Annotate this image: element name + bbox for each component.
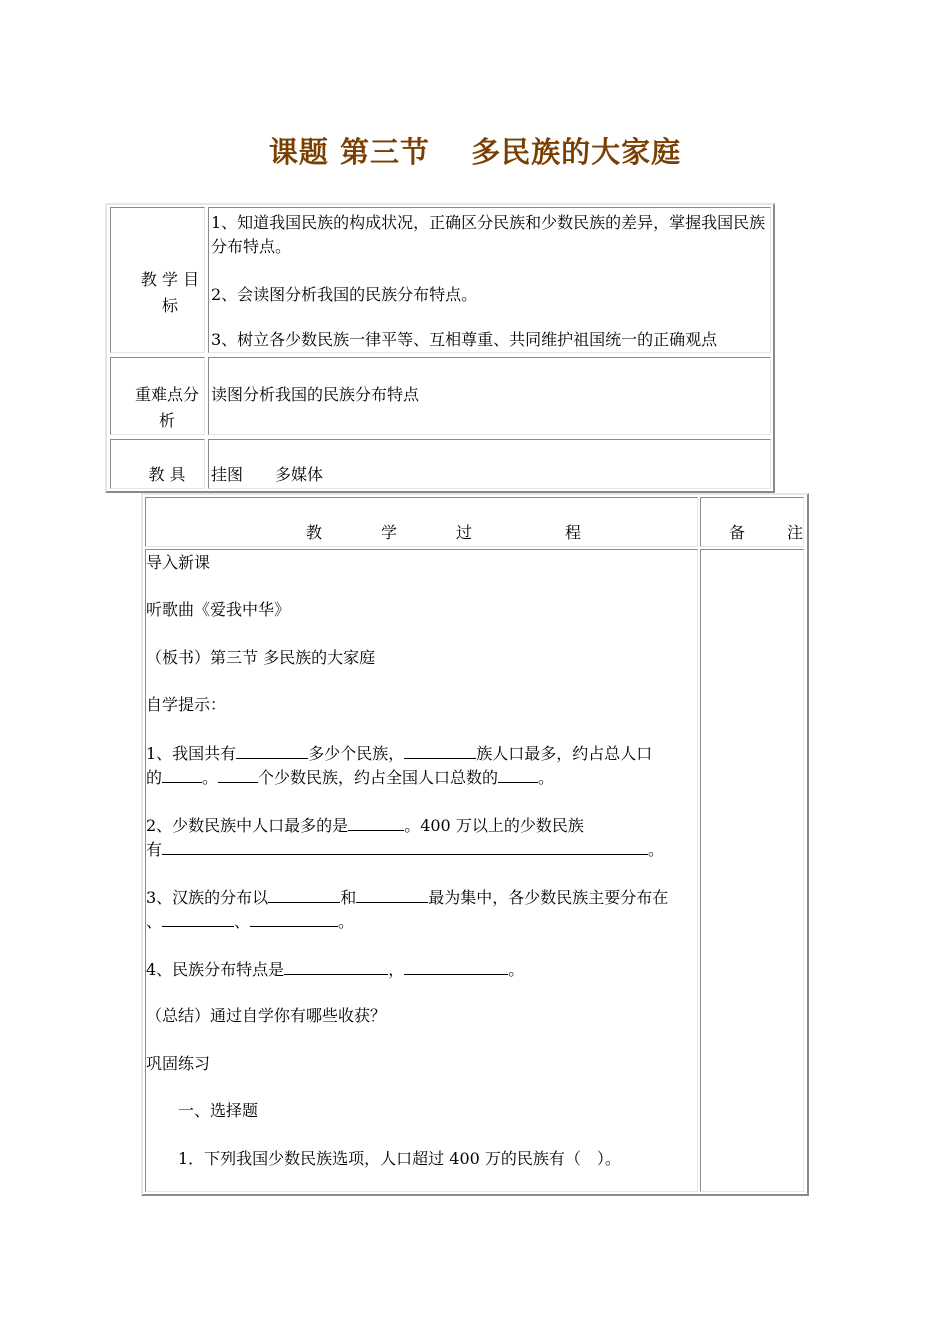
blank bbox=[404, 956, 508, 975]
question-4: 4、民族分布特点是 ， 。 bbox=[146, 956, 524, 983]
question-2-line-2: 有 。 bbox=[146, 836, 664, 863]
key-label: 重难点分 析 bbox=[134, 385, 199, 430]
question-2-line-1: 2、少数民族中人口最多的是 。400 万以上的少数民族 bbox=[146, 812, 584, 839]
practice-heading: 巩固练习 bbox=[146, 1054, 211, 1073]
blank bbox=[218, 764, 258, 783]
objective-line-4: 3、树立各少数民族一律平等、互相尊重、共同维护祖国统一的正确观点 bbox=[211, 330, 718, 349]
blank bbox=[162, 908, 234, 927]
board-text: （板书）第三节 多民族的大家庭 bbox=[146, 648, 376, 667]
blank bbox=[162, 836, 648, 855]
hint-text: 自学提示： bbox=[146, 695, 227, 714]
header-notes-1: 备 bbox=[729, 523, 746, 542]
question-3-line-1: 3、汉族的分布以 和 最为集中，各少数民族主要分布在 bbox=[146, 884, 668, 911]
header-notes-2: 注 bbox=[787, 523, 804, 542]
question-3-line-2: 、 、 。 bbox=[146, 908, 354, 935]
question-1-line-2: 的 。 个少数民族，约占全国人口总数的 。 bbox=[146, 764, 554, 791]
objective-line-1: 1、知道我国民族的构成状况，正确区分民族和少数民族的差异，掌握我国民族 bbox=[211, 213, 766, 232]
summary-text: （总结）通过自学你有哪些收获？ bbox=[146, 1006, 387, 1025]
blank bbox=[348, 812, 404, 831]
blank bbox=[236, 740, 308, 759]
intro-text: 导入新课 bbox=[146, 553, 211, 572]
blank bbox=[250, 908, 338, 927]
question-item-1: 1．下列我国少数民族选项，人口超过 400 万的民族有（ ）。 bbox=[178, 1149, 621, 1168]
key-text: 读图分析我国的民族分布特点 bbox=[211, 385, 420, 404]
blank bbox=[162, 764, 202, 783]
objectives-label: 教 学 目 标 bbox=[140, 270, 200, 315]
page-title: 课题 第三节 多民族的大家庭 bbox=[268, 135, 682, 169]
header-process-4: 程 bbox=[565, 523, 582, 542]
tools-text: 挂图 多媒体 bbox=[211, 465, 324, 484]
objective-line-2: 分布特点。 bbox=[211, 237, 292, 256]
section-1-heading: 一、选择题 bbox=[178, 1101, 259, 1120]
song-text: 听歌曲《爱我中华》 bbox=[146, 600, 291, 619]
question-1-line-1: 1、我国共有 多少个民族， 族人口最多，约占总人口 bbox=[146, 740, 652, 767]
process-header-cell bbox=[145, 497, 698, 547]
blank bbox=[284, 956, 388, 975]
blank bbox=[268, 884, 340, 903]
blank bbox=[404, 740, 476, 759]
notes-body-cell bbox=[700, 549, 804, 1192]
tools-label: 教 具 bbox=[148, 465, 186, 484]
header-process-2: 学 bbox=[381, 523, 398, 542]
header-process-1: 教 bbox=[306, 523, 323, 542]
objective-line-3: 2、会读图分析我国的民族分布特点。 bbox=[211, 285, 478, 304]
blank bbox=[356, 884, 428, 903]
blank bbox=[498, 764, 538, 783]
header-process-3: 过 bbox=[456, 523, 473, 542]
